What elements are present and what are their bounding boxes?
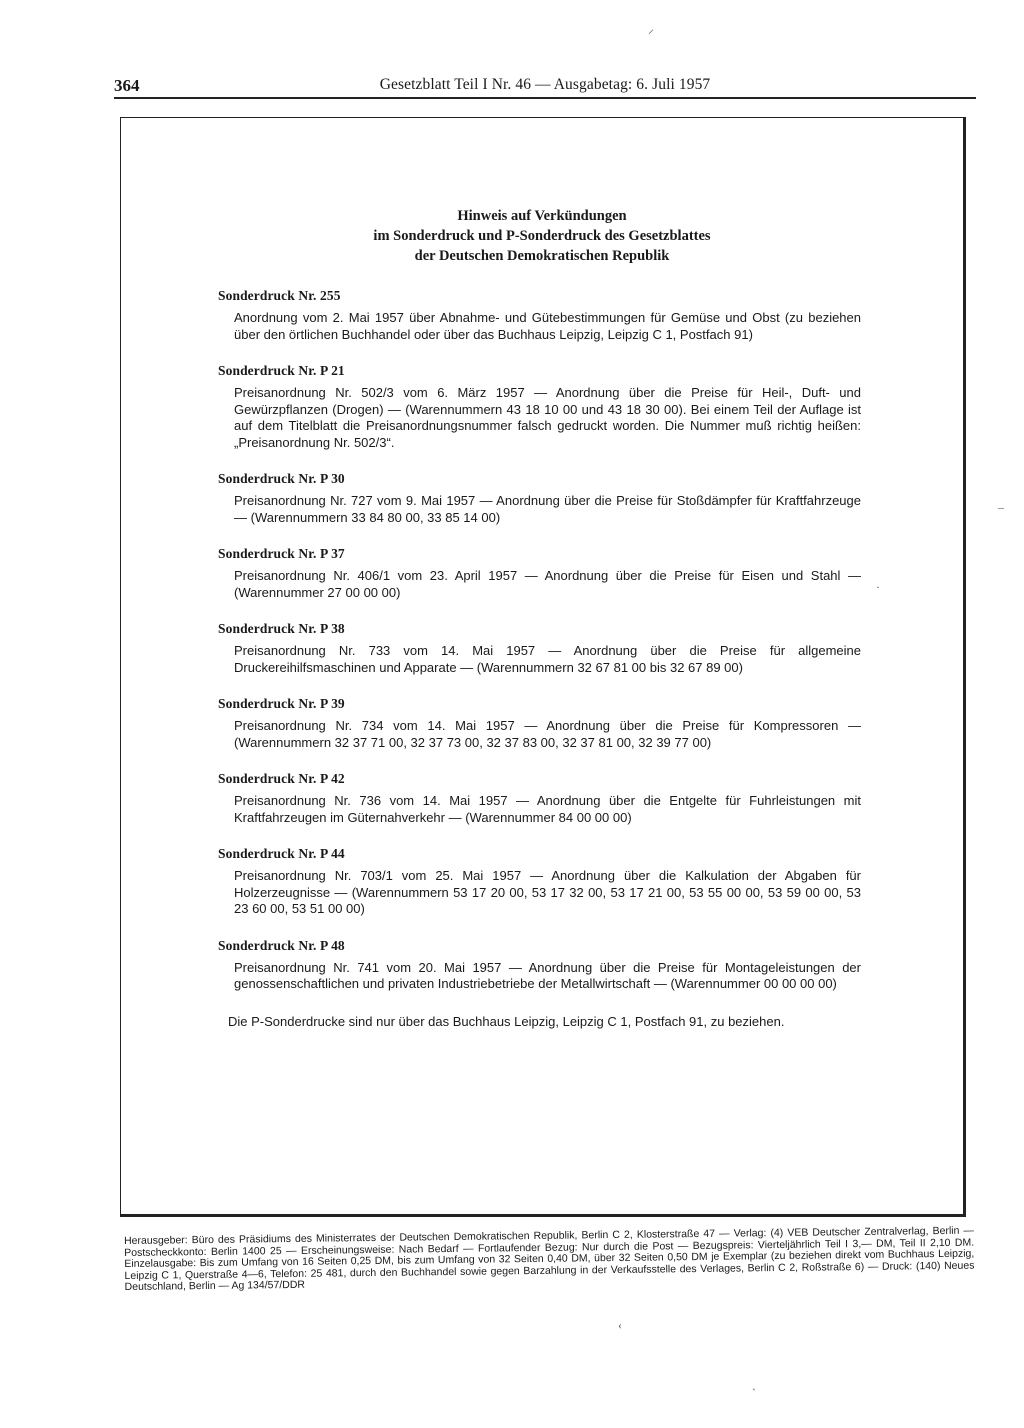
entry-text: Anordnung vom 2. Mai 1957 über Abnahme- und Gütebestimmungen für Gemüse und Obst (zu beziehen über den örtlichen Buchhandel oder über das Buchhaus Leipzig, Leipzig C 1, Postfach 91): [234, 310, 861, 342]
entry-heading: Sonderdruck Nr. P 48: [218, 937, 345, 953]
entry-sonderdruck-p48: [218, 938, 861, 993]
scan-speck: ·: [876, 580, 880, 594]
entry-text: Preisanordnung Nr. 733 vom 14. Mai 1957 — Anordnung über die Preise für allgemeine Druckereihilfsmaschinen und Apparate — (Warennummern 32 67 81 00 bis 32 67 89 00): [234, 643, 861, 675]
entry-text: Preisanordnung Nr. 502/3 vom 6. März 1957 — Anordnung über die Preise für Heil-, Duft- und Gewürzpflanzen (Drogen) — (Warennummern 43 18 10 00 und 43 18 30 00). Bei einem Teil der Auflage ist auf dem Titelblatt die Preisanordnungsnummer falsch gedruckt worden. Die Nummer muß richtig heißen: „Preisanordnung Nr. 502/3“.: [234, 385, 861, 450]
entry-heading: Sonderdruck Nr. 255: [218, 288, 341, 303]
scan-speck: ⸝: [648, 22, 655, 36]
running-head: Gesetzblatt Teil I Nr. 46 — Ausgabetag: 6. Juli 1957: [379, 76, 711, 93]
entry-heading: Sonderdruck Nr. P 42: [218, 771, 345, 786]
notice-title: [121, 206, 963, 266]
entry-heading: Sonderdruck Nr. P 37: [218, 546, 345, 561]
entry-heading: Sonderdruck Nr. P 39: [218, 696, 345, 711]
scan-speck: ‹: [618, 1318, 622, 1332]
entry-text: Preisanordnung Nr. 741 vom 20. Mai 1957 — Anordnung über die Preise für Montageleistungen der genossenschaftlichen und privaten Industriebetriebe der Metallwirtschaft — (Warennummer 00 00 00 00): [234, 959, 861, 991]
notice-title-line: Hinweis auf Verkündungen: [457, 208, 627, 224]
imprint: Herausgeber: Büro des Präsidiums des Ministerrates der Deutschen Demokratischen Republik, Berlin C 2, Klosterstraße 47 — Verlag: (4) VEB Deutscher Zentralverlag, Berlin — Postscheckkonto: Berlin 1400 25 — Erscheinungsweise: Nach Bedarf — Fortlaufender Bezug: Nur durch die Post — Bezugspreis: Vierteljährlich Teil I 3,— DM, Teil II 2,10 DM. Einzelausgabe: Bis zum Umfang von 16 Seiten 0,25 DM, bis zum Umfang von 32 Seiten 0,40 DM, über 32 Seiten 0,50 DM je Exemplar (zu beziehen direkt vom Buchhaus Leipzig, Leipzig C 1, Querstraße 4—6, Telefon: 25 481, durch den Buchhandel sowie gegen Barzahlung in der Verkaufsstelle des Verlages, Berlin C 2, Roßstraße 6) — Druck: (140) Neues Deutschland, Berlin — Ag 134/57/DDR: [123, 1224, 975, 1294]
entry-sonderdruck-p44: [218, 846, 861, 918]
entry-sonderdruck-p42: [218, 771, 861, 826]
closing-note: Die P-Sonderdrucke sind nur über das Buchhaus Leipzig, Leipzig C 1, Postfach 91, zu beziehen.: [228, 1013, 785, 1029]
entry-heading: Sonderdruck Nr. P 44: [218, 846, 345, 861]
entry-text: Preisanordnung Nr. 727 vom 9. Mai 1957 — Anordnung über die Preise für Stoßdämpfer für Kraftfahrzeuge — (Warennummern 33 84 80 00, 33 85 14 00): [234, 493, 861, 525]
page-number: 364: [114, 76, 140, 95]
entry-sonderdruck-p21: [218, 363, 861, 451]
entry-heading: Sonderdruck Nr. P 38: [218, 621, 345, 636]
entry-list: [218, 288, 861, 1030]
entry-text: Preisanordnung Nr. 736 vom 14. Mai 1957 — Anordnung über die Entgelte für Fuhrleistungen mit Kraftfahrzeugen im Güternahverkehr — (Warennummer 84 00 00 00): [234, 793, 861, 825]
notice-title-line: im Sonderdruck und P-Sonderdruck des Gesetzblattes: [373, 228, 711, 244]
entry-heading: Sonderdruck Nr. P 30: [218, 471, 345, 486]
entry-heading: Sonderdruck Nr. P 21: [218, 363, 345, 378]
scan-speck: ˋ: [752, 1386, 756, 1400]
entry-sonderdruck-255: [218, 288, 861, 343]
entry-sonderdruck-p37: [218, 546, 861, 601]
entry-sonderdruck-p39: [218, 696, 861, 751]
notice-title-line: der Deutschen Demokratischen Republik: [414, 248, 670, 264]
notice-box: [120, 117, 966, 1217]
entry-sonderdruck-p38: [218, 621, 861, 676]
scan-speck: –: [998, 500, 1004, 514]
entry-text: Preisanordnung Nr. 734 vom 14. Mai 1957 — Anordnung über die Preise für Kompressoren — (Warennummern 32 37 71 00, 32 37 73 00, 32 37 83 00, 32 37 81 00, 32 39 77 00): [234, 718, 861, 750]
entry-text: Preisanordnung Nr. 703/1 vom 25. Mai 1957 — Anordnung über die Kalkulation der Abgaben für Holzerzeugnisse — (Warennummern 53 17 20 00, 53 17 32 00, 53 17 21 00, 53 55 00 00, 53 59 00 00, 53 23 60 00, 53 51 00 00): [234, 868, 861, 916]
entry-text: Preisanordnung Nr. 406/1 vom 23. April 1957 — Anordnung über die Preise für Eisen und Stahl — (Warennummer 27 00 00 00): [234, 568, 861, 600]
page-header: [114, 76, 976, 99]
entry-sonderdruck-p30: [218, 471, 861, 526]
